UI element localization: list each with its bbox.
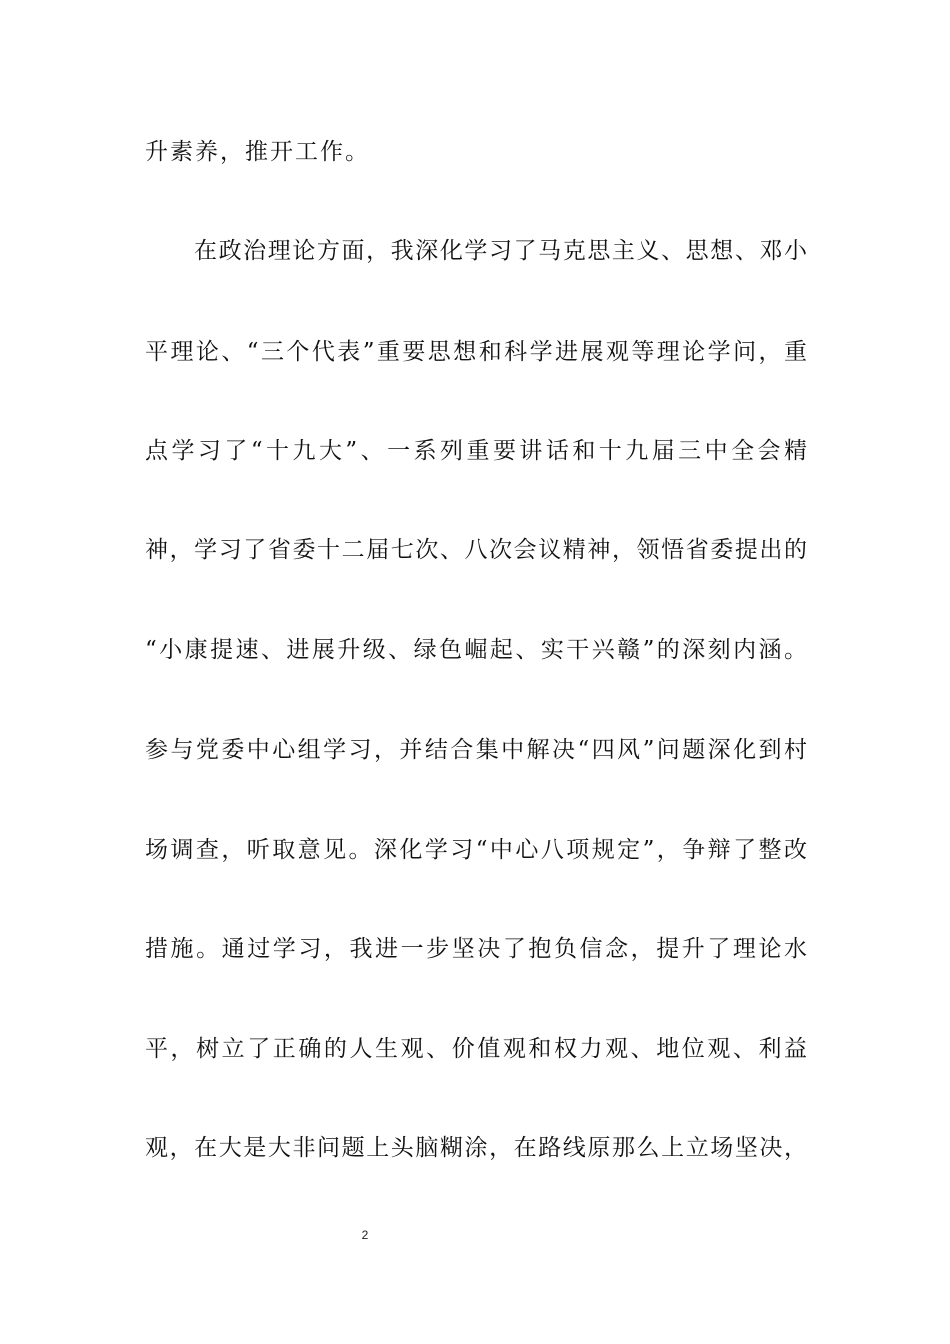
text-line-10: 平，树立了正确的人生观、价值观和权力观、地位观、利益 (145, 1036, 807, 1062)
text-line-2: 在政治理论方面，我深化学习了马克思主义、思想、邓小 (194, 238, 807, 264)
text-line-9: 措施。通过学习，我进一步坚决了抱负信念，提升了理论水 (145, 936, 807, 962)
text-line-4: 点学习了“十九大”、一系列重要讲话和十九届三中全会精 (145, 438, 807, 464)
text-line-8: 场调查，听取意见。深化学习“中心八项规定”，争辩了整改 (145, 837, 807, 863)
text-line-6: “小康提速、进展升级、绿色崛起、实干兴赣”的深刻内涵。 (145, 637, 807, 663)
text-line-1: 升素养，推开工作。 (145, 139, 370, 165)
text-line-3: 平理论、“三个代表”重要思想和科学进展观等理论学问，重 (145, 339, 807, 365)
text-line-5: 神，学习了省委十二届七次、八次会议精神，领悟省委提出的 (145, 537, 807, 563)
page-number: 2 (361, 1228, 369, 1242)
text-line-11: 观，在大是大非问题上头脑糊涂，在路线原那么上立场坚决， (145, 1135, 807, 1161)
text-line-7: 参与党委中心组学习，并结合集中解决“四风”问题深化到村 (145, 737, 807, 763)
